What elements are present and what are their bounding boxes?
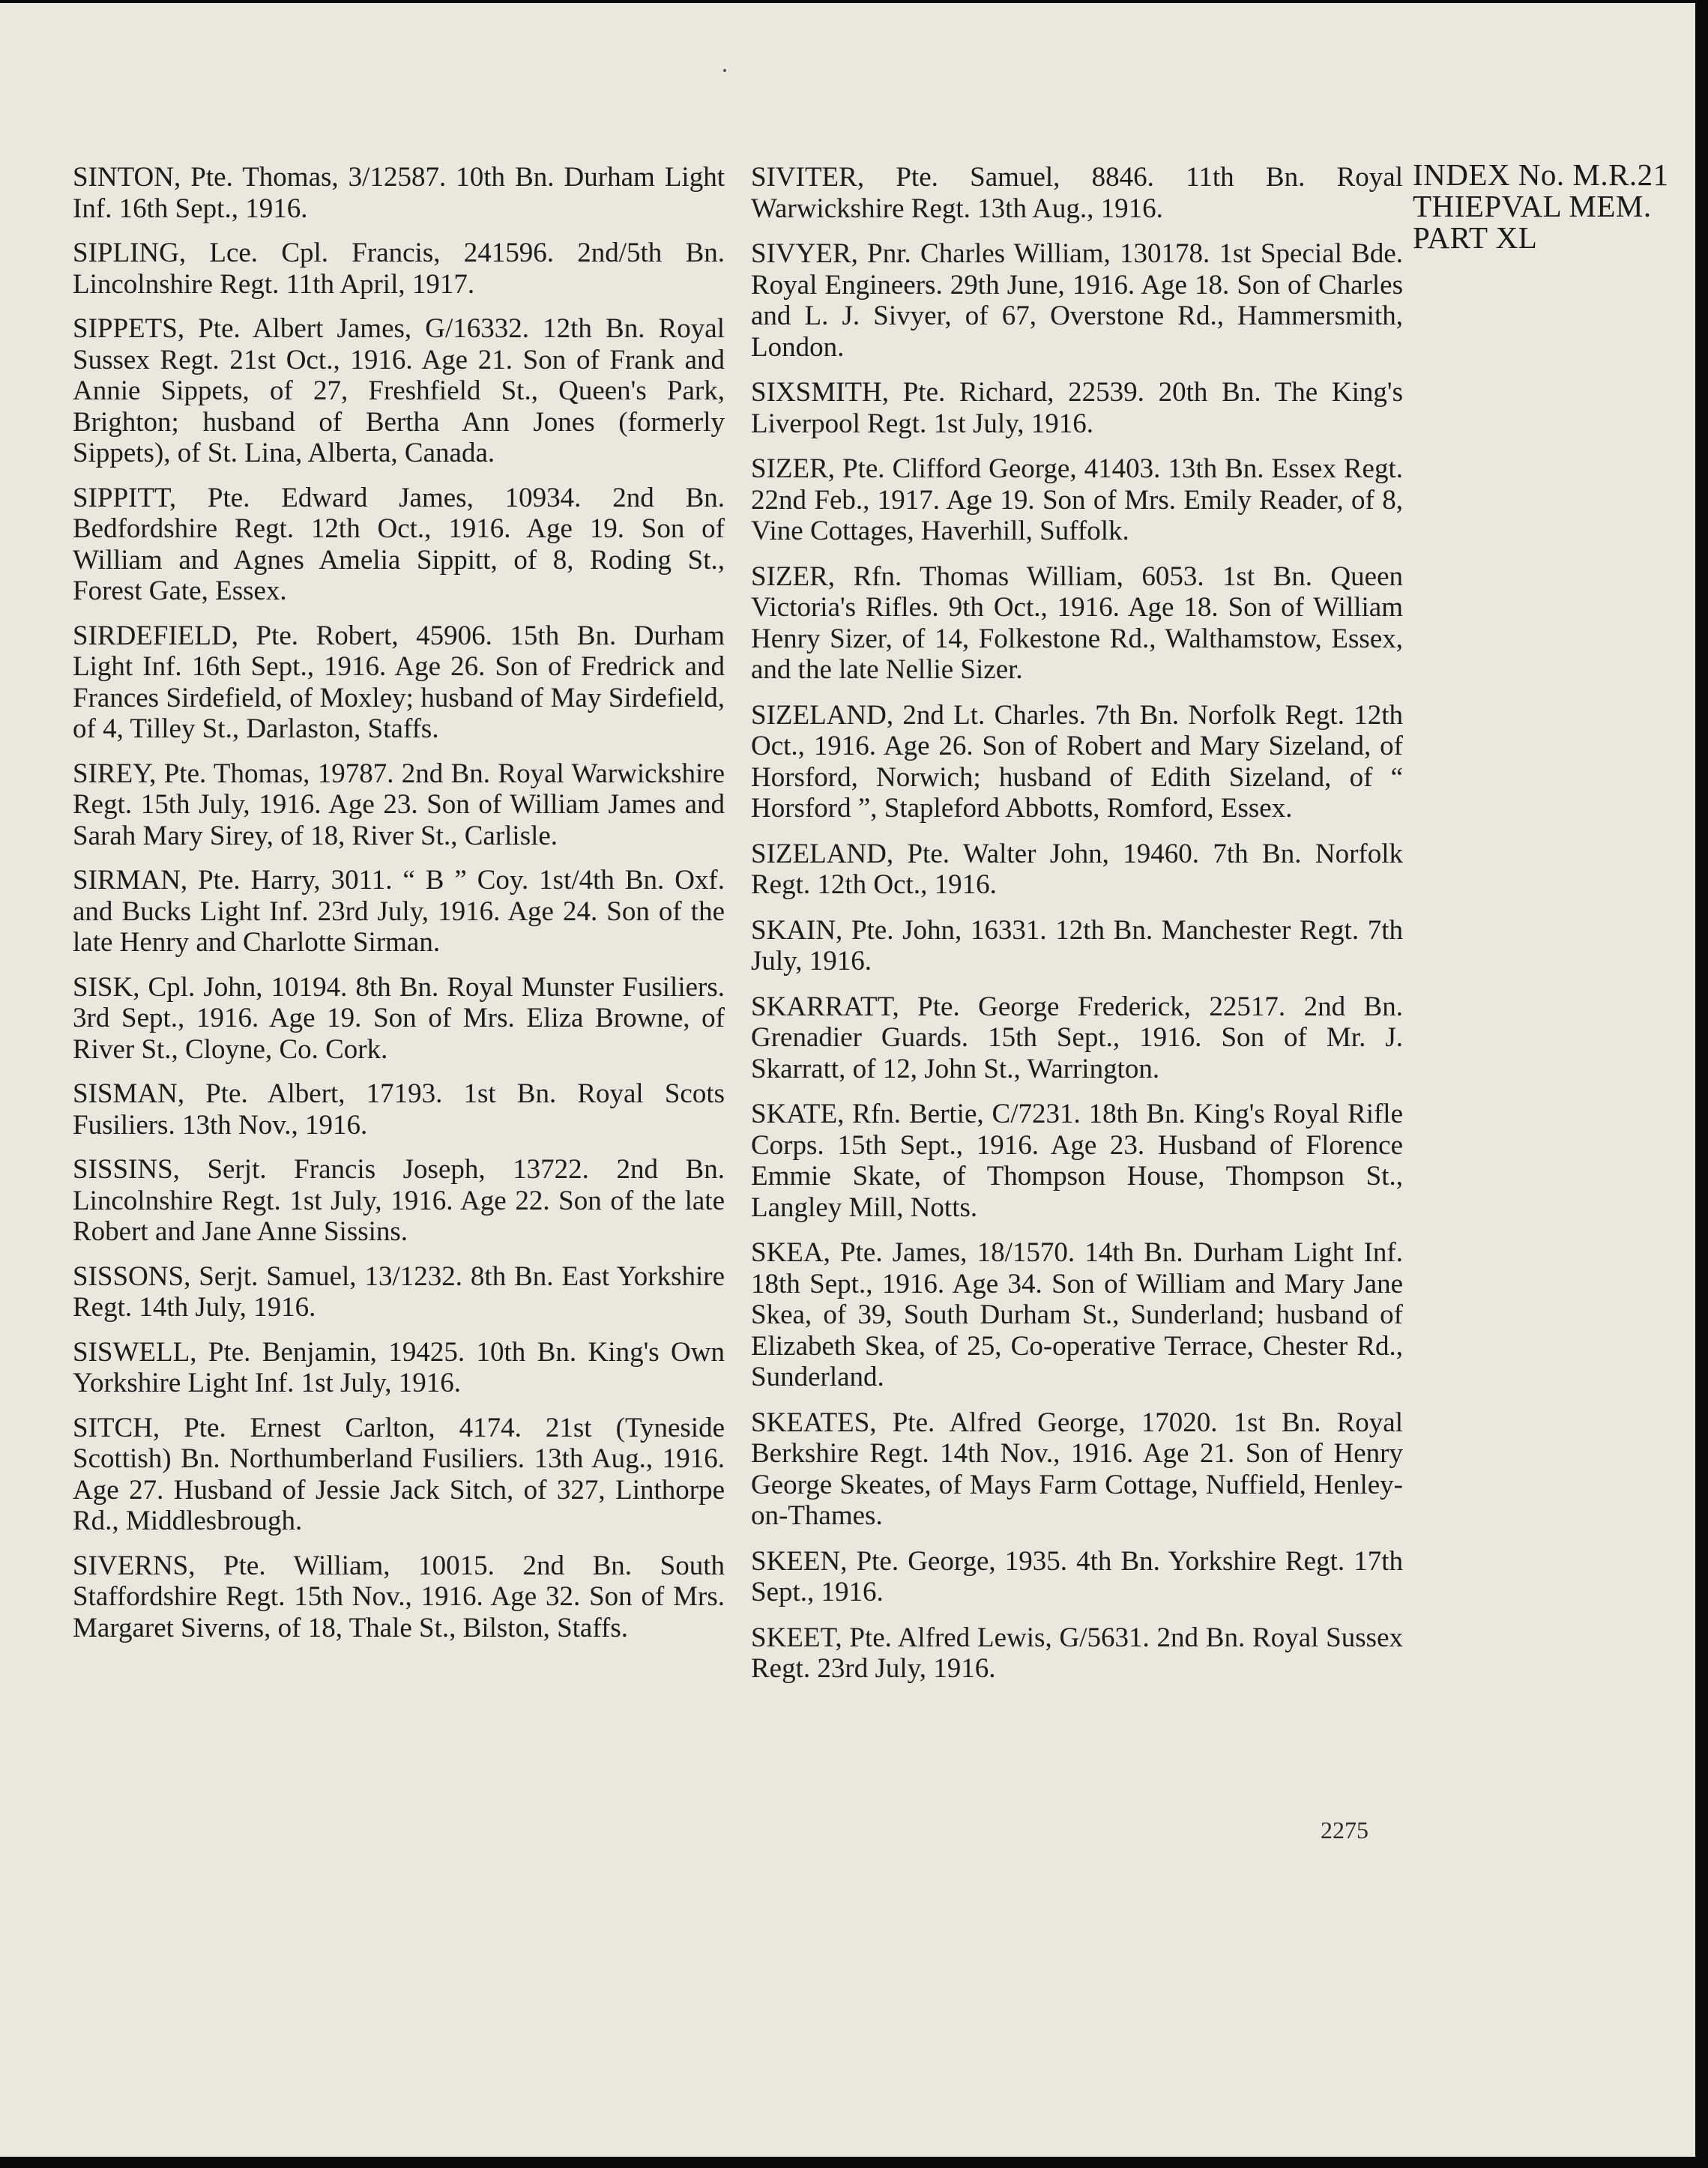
entry-sippets: SIPPETS, Pte. Albert James, G/16332. 12th Bn. Royal Sussex Regt. 21st Oct., 1916. Age 21. Son of Frank and Annie Sippets, of 27, Freshfield St., Queen's Park, Brighton; husband of Bertha Ann Jones (formerly Sippets), of St. Lina, Alberta, Canada. [73, 313, 725, 468]
entry-sippitt: SIPPITT, Pte. Edward James, 10934. 2nd Bn. Bedfordshire Regt. 12th Oct., 1916. Age 19. Son of William and Agnes Amelia Sippitt, of 8, Roding St., Forest Gate, Essex. [73, 482, 725, 606]
entry-sipling: SIPLING, Lce. Cpl. Francis, 241596. 2nd/5th Bn. Lincolnshire Regt. 11th April, 1917. [73, 238, 725, 300]
entry-sirdefield: SIRDEFIELD, Pte. Robert, 45906. 15th Bn. Durham Light Inf. 16th Sept., 1916. Age 26. Son of Fredrick and Frances Sirdefield, of Moxley; husband of May Sirdefield, of 4, Tilley St., Darlaston, Staffs. [73, 620, 725, 744]
entry-sizeland-charles: SIZELAND, 2nd Lt. Charles. 7th Bn. Norfolk Regt. 12th Oct., 1916. Age 26. Son of Robert and Mary Sizeland, of Horsford, Norwich; husband of Edith Sizeland, of “ Horsford ”, Stapleford Abbotts, Romford, Essex. [751, 699, 1403, 824]
entry-sivyer: SIVYER, Pnr. Charles William, 130178. 1st Special Bde. Royal Engineers. 29th June, 1916. Age 18. Son of Charles and L. J. Sivyer, of 67, Overstone Rd., Hammersmith, London. [751, 238, 1403, 363]
entry-sinton: SINTON, Pte. Thomas, 3/12587. 10th Bn. Durham Light Inf. 16th Sept., 1916. [73, 162, 725, 224]
left-column [73, 162, 725, 1657]
entry-sisman: SISMAN, Pte. Albert, 17193. 1st Bn. Royal Scots Fusiliers. 13th Nov., 1916. [73, 1078, 725, 1141]
entry-siswell: SISWELL, Pte. Benjamin, 19425. 10th Bn. King's Own Yorkshire Light Inf. 1st July, 1916. [73, 1336, 725, 1398]
entry-skeen: SKEEN, Pte. George, 1935. 4th Bn. Yorkshire Regt. 17th Sept., 1916. [751, 1545, 1403, 1607]
entry-sissins: SISSINS, Serjt. Francis Joseph, 13722. 2nd Bn. Lincolnshire Regt. 1st July, 1916. Age 22. Son of the late Robert and Jane Anne Sissins. [73, 1154, 725, 1247]
entry-sirey: SIREY, Pte. Thomas, 19787. 2nd Bn. Royal Warwickshire Regt. 15th July, 1916. Age 23. Son of William James and Sarah Mary Sirey, of 18, River St., Carlisle. [73, 758, 725, 851]
memorial-name: THIEPVAL MEM. [1413, 189, 1652, 223]
entry-sizeland-walter: SIZELAND, Pte. Walter John, 19460. 7th Bn. Norfolk Regt. 12th Oct., 1916. [751, 838, 1403, 900]
entry-sissons: SISSONS, Serjt. Samuel, 13/1232. 8th Bn. East Yorkshire Regt. 14th July, 1916. [73, 1260, 725, 1323]
entry-sixsmith: SIXSMITH, Pte. Richard, 22539. 20th Bn. The King's Liverpool Regt. 1st July, 1916. [751, 377, 1403, 439]
entry-sizer-thomas: SIZER, Rfn. Thomas William, 6053. 1st Bn. Queen Victoria's Rifles. 9th Oct., 1916. Age 18. Son of William Henry Sizer, of 14, Folkestone Rd., Walthamstow, Essex, and the late Nellie Sizer. [751, 561, 1403, 685]
page-speck [723, 69, 726, 72]
entry-siviter: SIVITER, Pte. Samuel, 8846. 11th Bn. Royal Warwickshire Regt. 13th Aug., 1916. [751, 162, 1403, 224]
entry-skeet: SKEET, Pte. Alfred Lewis, G/5631. 2nd Bn. Royal Sussex Regt. 23rd July, 1916. [751, 1622, 1403, 1684]
entry-sizer-clifford: SIZER, Pte. Clifford George, 41403. 13th Bn. Essex Regt. 22nd Feb., 1917. Age 19. Son of Mrs. Emily Reader, of 8, Vine Cottages, Haverhill, Suffolk. [751, 453, 1403, 546]
entry-sisk: SISK, Cpl. John, 10194. 8th Bn. Royal Munster Fusiliers. 3rd Sept., 1916. Age 19. Son of Mrs. Eliza Browne, of River St., Cloyne, Co. Cork. [73, 971, 725, 1065]
entry-sitch: SITCH, Pte. Ernest Carlton, 4174. 21st (Tyneside Scottish) Bn. Northumberland Fusiliers. 13th Aug., 1916. Age 27. Husband of Jessie Jack Sitch, of 327, Linthorpe Rd., Middlesbrough. [73, 1412, 725, 1536]
entry-siverns: SIVERNS, Pte. William, 10015. 2nd Bn. South Staffordshire Regt. 15th Nov., 1916. Age 32. Son of Mrs. Margaret Siverns, of 18, Thale St., Bilston, Staffs. [73, 1550, 725, 1643]
index-number: INDEX No. M.R.21 [1413, 157, 1669, 192]
entry-skea: SKEA, Pte. James, 18/1570. 14th Bn. Durham Light Inf. 18th Sept., 1916. Age 34. Son of William and Mary Jane Skea, of 39, South Durham St., Sunderland; husband of Elizabeth Skea, of 25, Co-operative Terrace, Chester Rd., Sunderland. [751, 1237, 1403, 1392]
entry-skeates: SKEATES, Pte. Alfred George, 17020. 1st Bn. Royal Berkshire Regt. 14th Nov., 1916. Age 21. Son of Henry George Skeates, of Mays Farm Cottage, Nuffield, Henley-on-Thames. [751, 1407, 1403, 1531]
page-number: 2275 [1321, 1817, 1368, 1844]
entry-skain: SKAIN, Pte. John, 16331. 12th Bn. Manchester Regt. 7th July, 1916. [751, 914, 1403, 976]
index-header [1413, 159, 1690, 253]
entry-skarratt: SKARRATT, Pte. George Frederick, 22517. 2nd Bn. Grenadier Guards. 15th Sept., 1916. Son of Mr. J. Skarratt, of 12, John St., Warrington. [751, 991, 1403, 1084]
entry-skate: SKATE, Rfn. Bertie, C/7231. 18th Bn. King's Royal Rifle Corps. 15th Sept., 1916. Age 23. Husband of Florence Emmie Skate, of Thompson House, Thompson St., Langley Mill, Notts. [751, 1099, 1403, 1223]
document-page [0, 3, 1695, 2157]
entry-sirman: SIRMAN, Pte. Harry, 3011. “ B ” Coy. 1st/4th Bn. Oxf. and Bucks Light Inf. 23rd July, 1916. Age 24. Son of the late Henry and Charlotte Sirman. [73, 865, 725, 958]
part-number: PART XL [1413, 220, 1538, 255]
right-column [751, 162, 1403, 1699]
